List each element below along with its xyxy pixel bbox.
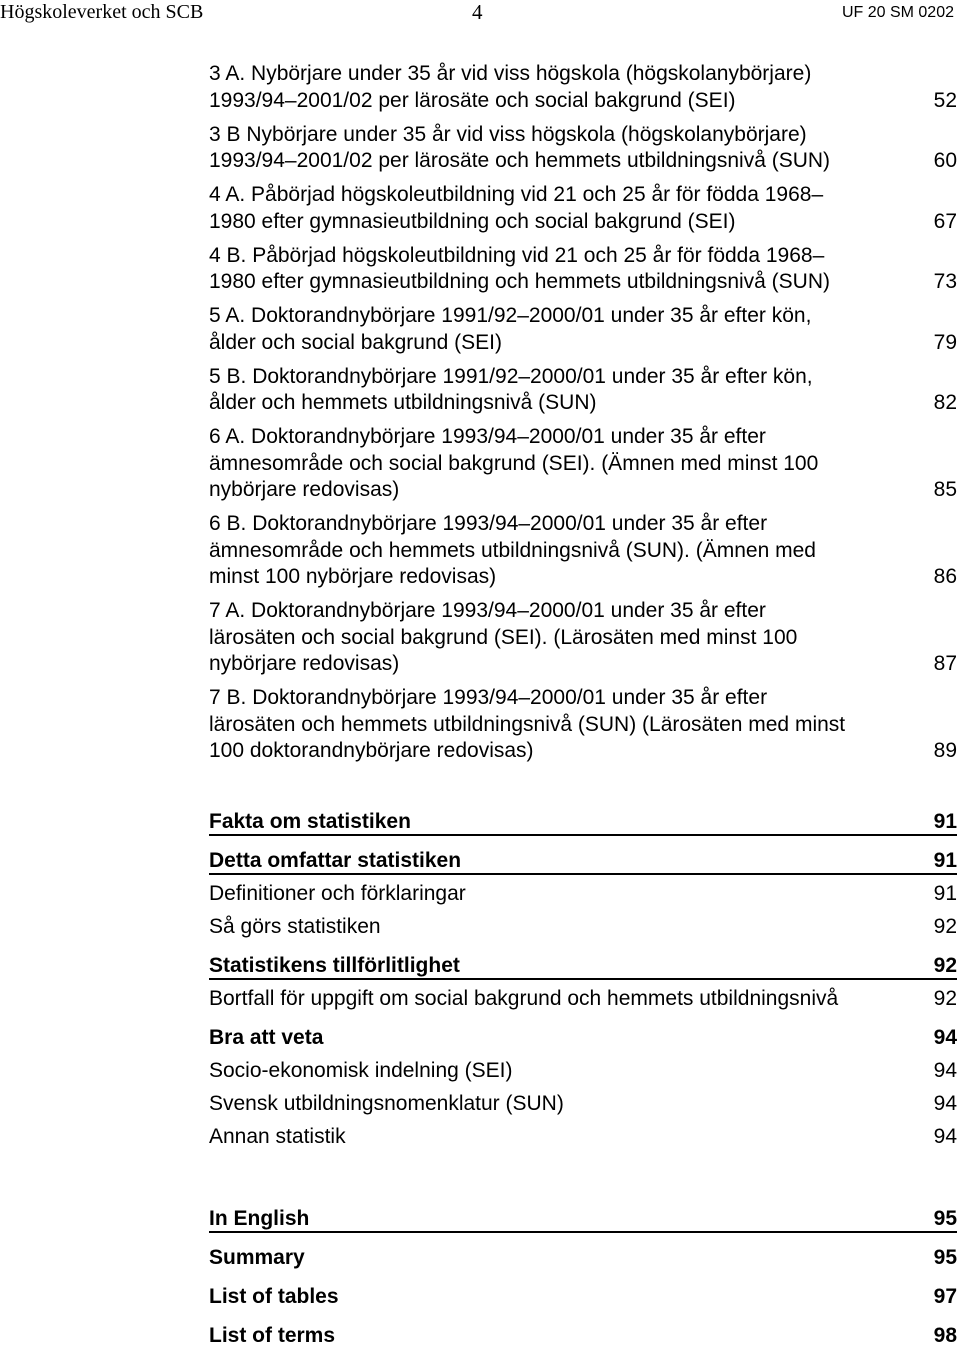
toc-entry-title-line: 3 B Nybörjare under 35 år vid viss högskola (högskolanybörjare) (209, 122, 807, 146)
toc-entry-title-line: ålder och social bakgrund (SEI) (209, 330, 502, 354)
toc-subsection-row[interactable] (209, 1087, 957, 1120)
toc-row-page-number: 98 (933, 1324, 957, 1347)
toc-entry[interactable] (209, 685, 957, 765)
toc-row-page-number: 94 (933, 1026, 957, 1049)
toc-row-page-number: 91 (933, 882, 957, 905)
toc-subsection-row[interactable] (209, 877, 957, 910)
toc-row-page-number: 95 (933, 1246, 957, 1269)
toc-entry-page-number: 89 (933, 739, 957, 762)
toc-entry-page-number: 82 (933, 391, 957, 414)
toc-entry[interactable] (209, 511, 957, 591)
toc-entry-page-number: 73 (933, 270, 957, 293)
toc-entry-title-line: 6 B. Doktorandnybörjare 1993/94–2000/01 under 35 år efter (209, 512, 768, 535)
toc-row-label: Statistikens tillförlitlighet (209, 954, 460, 977)
header-page-number: 4 (472, 0, 483, 24)
toc-entry-title-line: ämnesområde och social bakgrund (SEI). (Ämnen med minst 100 (209, 451, 819, 475)
toc-row-label: List of terms (209, 1324, 336, 1347)
toc-row-label: Summary (209, 1246, 305, 1269)
toc-entry[interactable] (209, 364, 957, 417)
toc-row-page-number: 92 (933, 954, 957, 977)
toc-entry-title-line: 6 A. Doktorandnybörjare 1993/94–2000/01 under 35 år efter (209, 425, 766, 448)
toc-row-label: Så görs statistiken (209, 915, 381, 938)
toc-entry[interactable] (209, 598, 957, 678)
toc-entry-title-line: 1993/94–2001/02 per lärosäte och social bakgrund (SEI) (209, 88, 736, 112)
toc-entry-page-number: 79 (933, 330, 957, 354)
toc-section-heading[interactable] (209, 844, 957, 877)
toc-entry-title-line: nybörjare redovisas) (209, 478, 400, 501)
toc-row-label: Definitioner och förklaringar (209, 882, 466, 905)
toc-section-heading[interactable] (209, 805, 957, 838)
toc-entry-title-line: 3 A. Nybörjare under 35 år vid viss högskola (högskolanybörjare) (209, 62, 812, 85)
toc-row-label: Svensk utbildningsnomenklatur (SUN) (209, 1092, 564, 1115)
toc-entry-page-number: 52 (933, 88, 957, 112)
toc-row-label: List of tables (209, 1285, 339, 1308)
toc-row-page-number: 92 (933, 987, 957, 1010)
toc-entry-title-line: ämnesområde och hemmets utbildningsnivå (SUN). (Ämnen med (209, 538, 816, 562)
toc-row-page-number: 94 (933, 1092, 957, 1115)
toc-section-heading[interactable] (209, 1021, 957, 1054)
toc-entry-page-number: 60 (933, 149, 957, 172)
toc-section-heading[interactable] (209, 1241, 957, 1274)
toc-entry-title-line: minst 100 nybörjare redovisas) (209, 565, 497, 588)
table-of-contents-tables (209, 61, 957, 772)
toc-entry[interactable] (209, 182, 957, 235)
toc-row-page-number: 95 (933, 1207, 957, 1230)
toc-subsection-row[interactable] (209, 1054, 957, 1087)
toc-subsection-row[interactable] (209, 910, 957, 943)
toc-row-label: Bortfall för uppgift om social bakgrund och hemmets utbildningsnivå (209, 987, 839, 1010)
toc-row-page-number: 91 (933, 849, 957, 872)
toc-entry-title-line: 4 B. Påbörjad högskoleutbildning vid 21 och 25 år för födda 1968– (209, 243, 825, 267)
toc-row-label: In English (209, 1207, 310, 1230)
toc-entry-title-line: 7 B. Doktorandnybörjare 1993/94–2000/01 under 35 år efter (209, 686, 768, 709)
toc-row-label: Bra att veta (209, 1026, 324, 1049)
toc-entry-title-line: 1980 efter gymnasieutbildning och social bakgrund (SEI) (209, 209, 736, 233)
toc-row-label: Fakta om statistiken (209, 810, 411, 833)
toc-entry[interactable] (209, 424, 957, 504)
toc-row-page-number: 94 (933, 1125, 957, 1148)
toc-row-page-number: 92 (933, 915, 957, 938)
page-header (0, 0, 960, 28)
toc-row-page-number: 97 (933, 1285, 957, 1308)
toc-row-label: Detta omfattar statistiken (209, 849, 462, 872)
toc-entry-title-line: 4 A. Påbörjad högskoleutbildning vid 21 och 25 år för födda 1968– (209, 183, 824, 206)
toc-entry[interactable] (209, 303, 957, 356)
toc-entry[interactable] (209, 61, 957, 114)
toc-entry[interactable] (209, 243, 957, 296)
toc-entry-page-number: 67 (933, 209, 957, 233)
toc-entry-title-line: nybörjare redovisas) (209, 652, 400, 675)
toc-subsection-row[interactable] (209, 982, 957, 1015)
toc-entry-title-line: 1993/94–2001/02 per lärosäte och hemmets utbildningsnivå (SUN) (209, 149, 831, 172)
toc-entry-title-line: 1980 efter gymnasieutbildning och hemmets utbildningsnivå (SUN) (209, 270, 830, 293)
toc-subsection-row[interactable] (209, 1120, 957, 1153)
toc-entry-title-line: 7 A. Doktorandnybörjare 1993/94–2000/01 under 35 år efter (209, 599, 766, 622)
toc-section-heading[interactable] (209, 1280, 957, 1313)
toc-section-fakta (209, 805, 957, 1153)
toc-row-page-number: 94 (933, 1059, 957, 1082)
toc-section-heading[interactable] (209, 1202, 957, 1235)
toc-entry-title-line: ålder och hemmets utbildningsnivå (SUN) (209, 391, 597, 414)
toc-entry-page-number: 87 (933, 652, 957, 675)
toc-entry-title-line: 100 doktorandnybörjare redovisas) (209, 739, 534, 762)
toc-entry-title-line: 5 A. Doktorandnybörjare 1991/92–2000/01 under 35 år efter kön, (209, 304, 812, 327)
toc-entry-page-number: 85 (933, 478, 957, 501)
toc-section-heading[interactable] (209, 949, 957, 982)
toc-section-english (209, 1202, 957, 1352)
toc-entry[interactable] (209, 122, 957, 175)
toc-entry-title-line: lärosäten och hemmets utbildningsnivå (SUN) (Lärosäten med minst (209, 712, 846, 736)
header-series-code: UF 20 SM 0202 (841, 4, 954, 21)
toc-row-label: Socio-ekonomisk indelning (SEI) (209, 1059, 513, 1082)
toc-row-page-number: 91 (933, 810, 957, 833)
header-publisher: Högskoleverket och SCB (0, 1, 204, 23)
toc-entry-page-number: 86 (933, 565, 957, 588)
toc-section-heading[interactable] (209, 1319, 957, 1352)
toc-row-label: Annan statistik (209, 1125, 346, 1148)
toc-entry-title-line: lärosäten och social bakgrund (SEI). (Lärosäten med minst 100 (209, 625, 798, 649)
toc-entry-title-line: 5 B. Doktorandnybörjare 1991/92–2000/01 under 35 år efter kön, (209, 364, 813, 388)
